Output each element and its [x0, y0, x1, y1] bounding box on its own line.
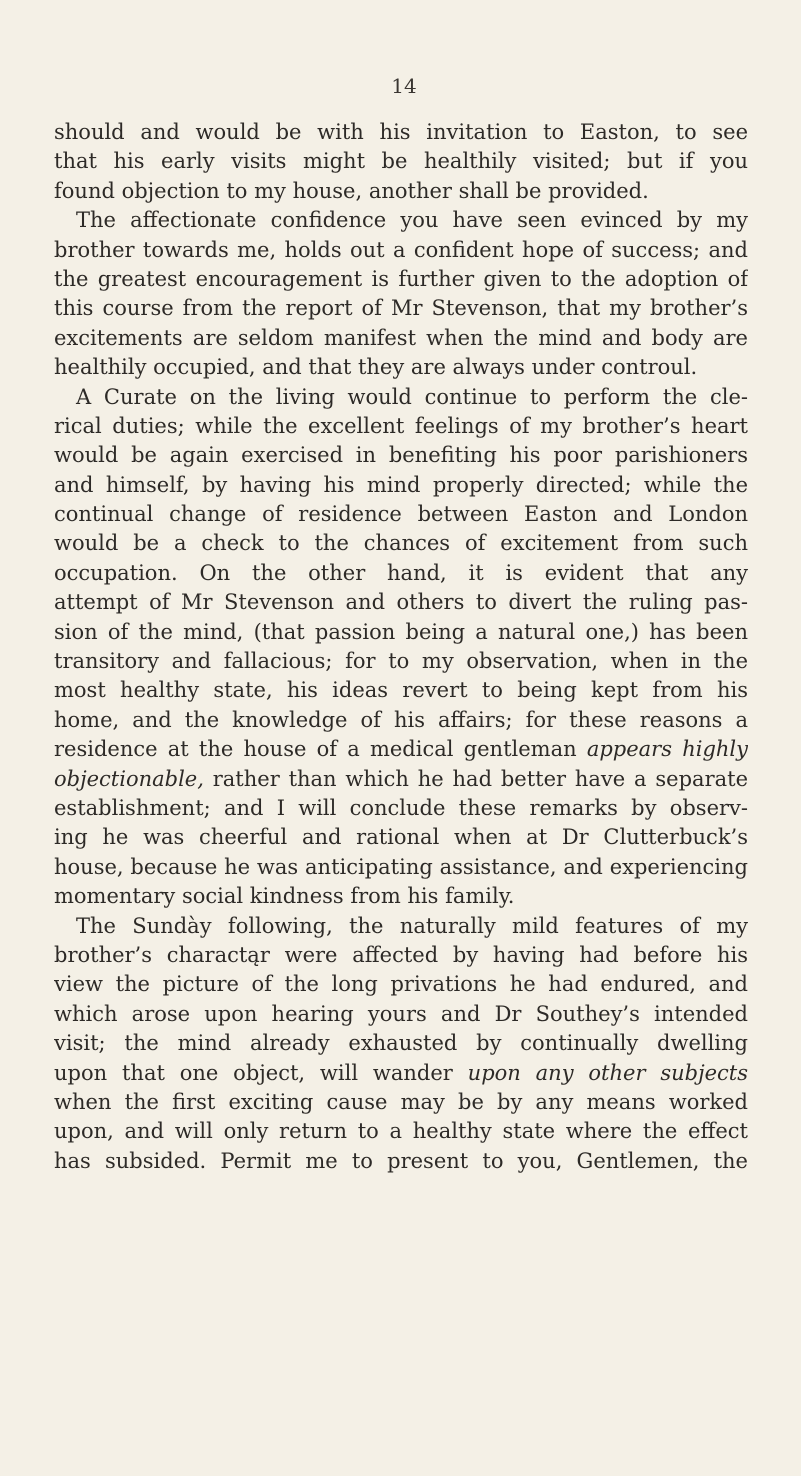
- text-line: would be again exercised in benefiting his poor parishioners: [54, 443, 748, 468]
- text-line: The Sundày following, the naturally mild features of my: [76, 913, 748, 938]
- text-line: the greatest encouragement is further given to the adoption of: [54, 266, 748, 291]
- italic-text: upon any other subjects: [467, 1060, 748, 1085]
- text-line: would be a check to the chances of excitement from such: [54, 531, 748, 556]
- text-line: that his early visits might be healthily visited; but if you: [54, 149, 748, 174]
- text-line: brother’s charactąr were affected by having had before his: [54, 942, 748, 967]
- text-line: home, and the knowledge of his affairs; for these reasons a: [54, 707, 748, 732]
- text-line: ing he was cheerful and rational when at Dr Clutterbuck’s: [54, 825, 748, 850]
- text-line: momentary social kindness from his family.: [54, 884, 515, 909]
- text-line: upon, and will only return to a healthy state where the effect: [54, 1119, 748, 1144]
- italic-text: objectionable,: [54, 766, 204, 791]
- text-line: excitements are seldom manifest when the mind and body are: [54, 325, 748, 350]
- text-line: rical duties; while the excellent feelings of my brother’s heart: [54, 413, 748, 438]
- text-segment: upon that one object, will wander: [54, 1060, 453, 1085]
- text-line: The affectionate confidence you have seen evinced by my: [76, 208, 748, 233]
- text-line: found objection to my house, another shall be provided.: [54, 178, 649, 203]
- text-line: visit; the mind already exhausted by continually dwelling: [54, 1031, 748, 1056]
- text-line: should and would be with his invitation to Easton, to see: [54, 120, 748, 144]
- text-line: this course from the report of Mr Stevenson, that my brother’s: [54, 296, 748, 321]
- text-line: and himself, by having his mind properly directed; while the: [54, 472, 748, 497]
- text-line: [54, 1059, 748, 1088]
- text-line: continual change of residence between Easton and London: [54, 502, 748, 527]
- text-line: attempt of Mr Stevenson and others to divert the ruling pas-: [54, 590, 748, 615]
- italic-text: appears highly: [586, 737, 748, 762]
- page-number: 14: [391, 74, 417, 98]
- text-line: has subsided. Permit me to present to you, Gentlemen, the: [54, 1148, 748, 1173]
- text-line: healthily occupied, and that they are always under controul.: [54, 355, 698, 380]
- text-line: brother towards me, holds out a confident hope of success; and: [54, 237, 748, 262]
- text-line: sion of the mind, (that passion being a natural one,) has been: [54, 619, 748, 644]
- text-line: which arose upon hearing yours and Dr Southey’s intended: [54, 1001, 748, 1026]
- text-line: most healthy state, his ideas revert to being kept from his: [54, 678, 748, 703]
- text-line: transitory and fallacious; for to my observation, when in the: [54, 649, 748, 674]
- body-text: [54, 118, 748, 1176]
- text-segment: rather than which he had better have a separate: [212, 766, 748, 791]
- text-line: occupation. On the other hand, it is evident that any: [54, 560, 748, 585]
- text-segment: residence at the house of a medical gentleman: [54, 737, 577, 762]
- text-line: A Curate on the living would continue to perform the cle-: [76, 384, 748, 409]
- text-line: establishment; and I will conclude these remarks by observ-: [54, 795, 748, 820]
- text-line: view the picture of the long privations he had endured, and: [54, 972, 748, 997]
- text-line: [54, 735, 748, 764]
- text-line: when the first exciting cause may be by any means worked: [54, 1089, 748, 1114]
- text-line: house, because he was anticipating assistance, and experiencing: [54, 854, 748, 879]
- text-line: [54, 765, 748, 794]
